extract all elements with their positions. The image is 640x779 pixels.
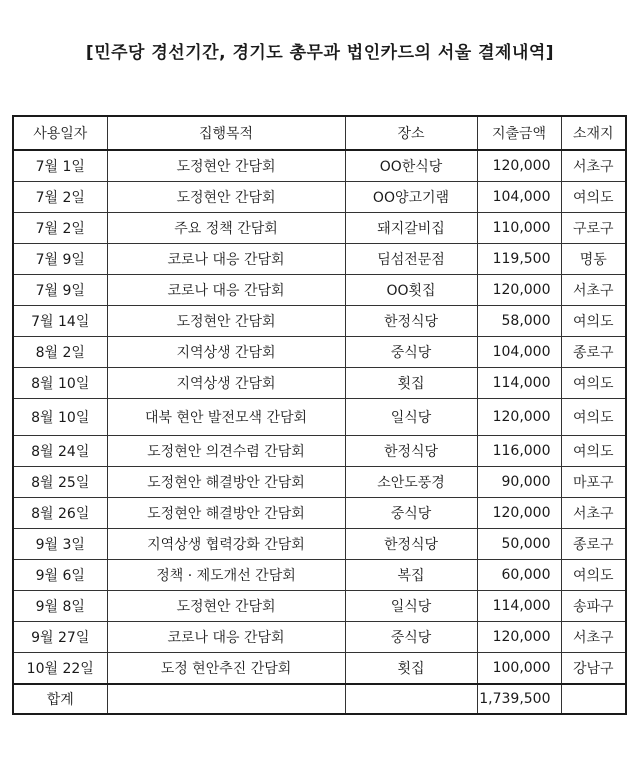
- cell-purpose: 코로나 대응 간담회: [107, 244, 345, 275]
- total-empty-cell: [107, 684, 345, 714]
- cell-date: 7월 9일: [13, 275, 107, 306]
- table-row: [13, 275, 626, 306]
- cell-place: 한정식당: [345, 436, 477, 467]
- cell-place: 한정식당: [345, 306, 477, 337]
- cell-amount: 90,000: [477, 467, 561, 498]
- cell-date: 7월 14일: [13, 306, 107, 337]
- cell-place: 횟집: [345, 368, 477, 399]
- cell-place: 소안도풍경: [345, 467, 477, 498]
- cell-location: 서초구: [561, 622, 626, 653]
- cell-location: 강남구: [561, 653, 626, 685]
- cell-place: 일식당: [345, 399, 477, 436]
- cell-location: 여의도: [561, 306, 626, 337]
- cell-date: 9월 6일: [13, 560, 107, 591]
- table-row: [13, 498, 626, 529]
- table-row: [13, 213, 626, 244]
- cell-date: 7월 2일: [13, 213, 107, 244]
- cell-place: OO횟집: [345, 275, 477, 306]
- cell-purpose: 대북 현안 발전모색 간담회: [107, 399, 345, 436]
- cell-place: OO한식당: [345, 150, 477, 182]
- cell-amount: 114,000: [477, 591, 561, 622]
- header-date: 사용일자: [13, 116, 107, 150]
- cell-date: 8월 10일: [13, 399, 107, 436]
- cell-amount: 104,000: [477, 337, 561, 368]
- cell-amount: 120,000: [477, 399, 561, 436]
- cell-place: OO양고기램: [345, 182, 477, 213]
- expense-table: [12, 115, 627, 715]
- cell-amount: 50,000: [477, 529, 561, 560]
- cell-date: 7월 2일: [13, 182, 107, 213]
- cell-place: 횟집: [345, 653, 477, 685]
- cell-date: 9월 8일: [13, 591, 107, 622]
- cell-amount: 120,000: [477, 275, 561, 306]
- cell-location: 종로구: [561, 337, 626, 368]
- table-row: [13, 368, 626, 399]
- cell-amount: 58,000: [477, 306, 561, 337]
- cell-location: 여의도: [561, 436, 626, 467]
- cell-amount: 120,000: [477, 498, 561, 529]
- table-row: [13, 337, 626, 368]
- cell-purpose: 도정현안 의견수렴 간담회: [107, 436, 345, 467]
- total-row: [13, 684, 626, 714]
- cell-date: 7월 1일: [13, 150, 107, 182]
- cell-place: 한정식당: [345, 529, 477, 560]
- cell-amount: 114,000: [477, 368, 561, 399]
- cell-date: 8월 10일: [13, 368, 107, 399]
- cell-purpose: 도정현안 간담회: [107, 182, 345, 213]
- cell-place: 일식당: [345, 591, 477, 622]
- cell-purpose: 도정현안 간담회: [107, 591, 345, 622]
- table-row: [13, 529, 626, 560]
- table-row: [13, 622, 626, 653]
- cell-location: 여의도: [561, 399, 626, 436]
- cell-amount: 100,000: [477, 653, 561, 685]
- cell-place: 복집: [345, 560, 477, 591]
- table-row: [13, 150, 626, 182]
- document-title: [민주당 경선기간, 경기도 총무과 법인카드의 서울 결제내역]: [85, 43, 555, 63]
- table-row: [13, 467, 626, 498]
- cell-purpose: 도정현안 해결방안 간담회: [107, 498, 345, 529]
- cell-purpose: 지역상생 간담회: [107, 368, 345, 399]
- cell-amount: 104,000: [477, 182, 561, 213]
- cell-location: 송파구: [561, 591, 626, 622]
- cell-location: 여의도: [561, 560, 626, 591]
- cell-purpose: 코로나 대응 간담회: [107, 622, 345, 653]
- table-row: [13, 591, 626, 622]
- cell-place: 중식당: [345, 622, 477, 653]
- total-empty-cell: [345, 684, 477, 714]
- cell-purpose: 도정현안 간담회: [107, 150, 345, 182]
- cell-location: 서초구: [561, 498, 626, 529]
- cell-place: 돼지갈비집: [345, 213, 477, 244]
- table-row: [13, 436, 626, 467]
- header-amount: 지출금액: [477, 116, 561, 150]
- table-row: [13, 653, 626, 685]
- header-place: 장소: [345, 116, 477, 150]
- cell-date: 8월 2일: [13, 337, 107, 368]
- cell-location: 여의도: [561, 182, 626, 213]
- cell-purpose: 지역상생 협력강화 간담회: [107, 529, 345, 560]
- cell-location: 서초구: [561, 275, 626, 306]
- cell-purpose: 도정현안 간담회: [107, 306, 345, 337]
- header-purpose: 집행목적: [107, 116, 345, 150]
- cell-amount: 119,500: [477, 244, 561, 275]
- cell-date: 9월 3일: [13, 529, 107, 560]
- cell-amount: 60,000: [477, 560, 561, 591]
- total-amount: 1,739,500: [477, 684, 561, 714]
- cell-purpose: 코로나 대응 간담회: [107, 275, 345, 306]
- cell-date: 7월 9일: [13, 244, 107, 275]
- cell-amount: 120,000: [477, 150, 561, 182]
- cell-purpose: 정책 · 제도개선 간담회: [107, 560, 345, 591]
- cell-location: 서초구: [561, 150, 626, 182]
- cell-date: 10월 22일: [13, 653, 107, 685]
- table-row: [13, 244, 626, 275]
- total-label: 합계: [13, 684, 107, 714]
- cell-place: 딤섬전문점: [345, 244, 477, 275]
- table-row: [13, 182, 626, 213]
- cell-location: 구로구: [561, 213, 626, 244]
- cell-date: 9월 27일: [13, 622, 107, 653]
- cell-place: 중식당: [345, 337, 477, 368]
- total-empty-cell: [561, 684, 626, 714]
- cell-location: 여의도: [561, 368, 626, 399]
- cell-date: 8월 26일: [13, 498, 107, 529]
- table-row: [13, 306, 626, 337]
- cell-amount: 116,000: [477, 436, 561, 467]
- cell-purpose: 도정현안 해결방안 간담회: [107, 467, 345, 498]
- table-row: [13, 560, 626, 591]
- cell-location: 명동: [561, 244, 626, 275]
- cell-purpose: 지역상생 간담회: [107, 337, 345, 368]
- cell-date: 8월 24일: [13, 436, 107, 467]
- cell-amount: 120,000: [477, 622, 561, 653]
- header-location: 소재지: [561, 116, 626, 150]
- header-row: [13, 116, 626, 150]
- cell-location: 종로구: [561, 529, 626, 560]
- cell-purpose: 주요 정책 간담회: [107, 213, 345, 244]
- cell-location: 마포구: [561, 467, 626, 498]
- cell-purpose: 도정 현안추진 간담회: [107, 653, 345, 685]
- cell-date: 8월 25일: [13, 467, 107, 498]
- cell-amount: 110,000: [477, 213, 561, 244]
- table-row: [13, 399, 626, 436]
- cell-place: 중식당: [345, 498, 477, 529]
